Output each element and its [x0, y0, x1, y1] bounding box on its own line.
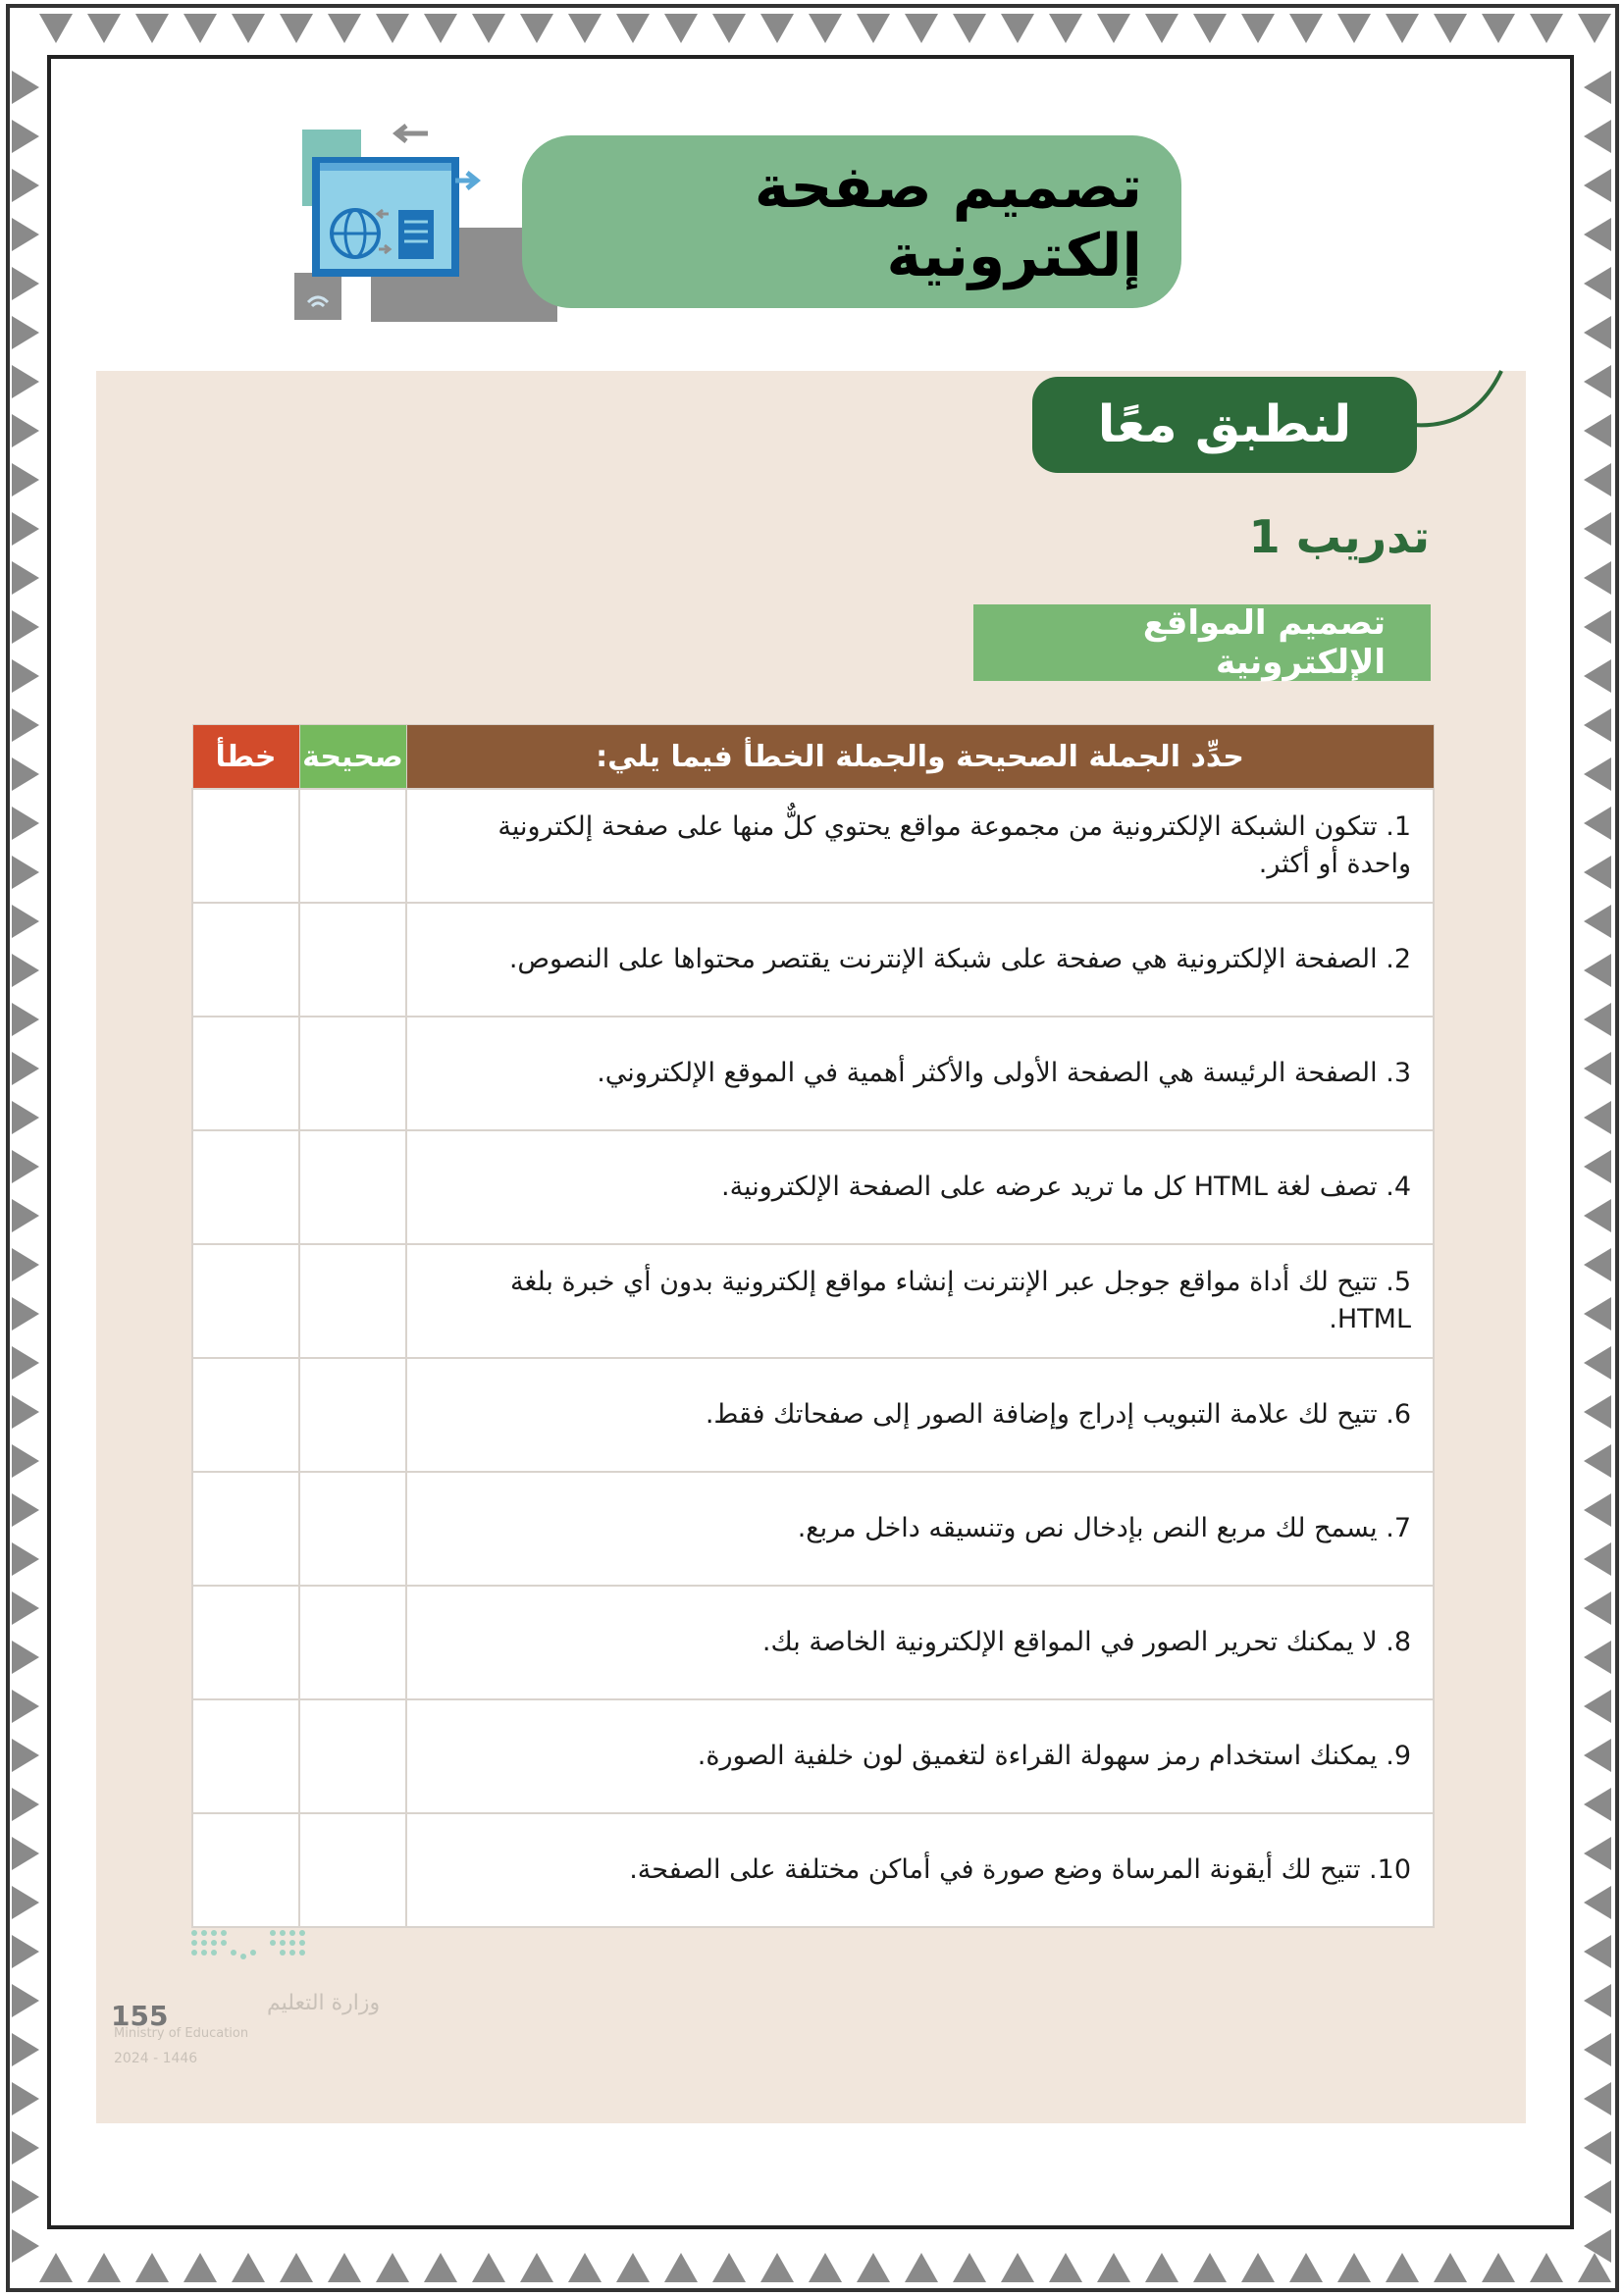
true-answer-cell[interactable]: [299, 903, 406, 1017]
table-row: [192, 1586, 1434, 1699]
statement-cell: 2. الصفحة الإلكترونية هي صفحة على شبكة الإنترنت يقتصر محتواها على النصوص.: [406, 903, 1434, 1017]
lesson-title-banner: [522, 135, 1181, 308]
statement-header: حدِّد الجملة الصحيحة والجملة الخطأ فيما يلي:: [406, 725, 1434, 790]
false-answer-cell[interactable]: [192, 1358, 299, 1472]
statement-cell: 6. تتيح لك علامة التبويب إدراج وإضافة الصور إلى صفحاتك فقط.: [406, 1358, 1434, 1472]
statement-cell: 8. لا يمكنك تحرير الصور في المواقع الإلكترونية الخاصة بك.: [406, 1586, 1434, 1699]
table-row: [192, 1699, 1434, 1813]
table-row: [192, 1244, 1434, 1358]
false-answer-cell[interactable]: [192, 1699, 299, 1813]
false-answer-cell[interactable]: [192, 1244, 299, 1358]
page-number: 155: [111, 2000, 169, 2032]
statement-cell: 1. تتكون الشبكة الإلكترونية من مجموعة مواقع يحتوي كلٌّ منها على صفحة إلكترونية واحدة أو أكثر.: [406, 789, 1434, 903]
practice-badge-label: لنطبق معًا: [1097, 395, 1352, 454]
table-header-row: [192, 725, 1434, 790]
exercise-title: تدريب 1: [1248, 510, 1430, 563]
practice-badge: [1032, 377, 1417, 473]
lesson-title: تصميم صفحة إلكترونية: [754, 153, 1142, 290]
false-answer-cell[interactable]: [192, 1017, 299, 1130]
true-answer-cell[interactable]: [299, 1586, 406, 1699]
statement-cell: 4. تصف لغة HTML كل ما تريد عرضه على الصفحة الإلكترونية.: [406, 1130, 1434, 1244]
badge-connector-curve: [1403, 371, 1521, 449]
false-answer-cell[interactable]: [192, 789, 299, 903]
topic-label: تصميم المواقع الإلكترونية: [1142, 603, 1386, 682]
table-row: [192, 1017, 1434, 1130]
statement-cell: 7. يسمح لك مربع النص بإدخال نص وتنسيقه داخل مربع.: [406, 1472, 1434, 1586]
topic-bar: [973, 604, 1431, 681]
false-answer-cell[interactable]: [192, 1586, 299, 1699]
statement-cell: 10. تتيح لك أيقونة المرساة وضع صورة في أماكن مختلفة على الصفحة.: [406, 1813, 1434, 1927]
true-answer-cell[interactable]: [299, 1017, 406, 1130]
statement-cell: 5. تتيح لك أداة مواقع جوجل عبر الإنترنت إنشاء مواقع إلكترونية بدون أي خبرة بلغة HTML.: [406, 1244, 1434, 1358]
table-row: [192, 789, 1434, 903]
table-row: [192, 1130, 1434, 1244]
true-answer-cell[interactable]: [299, 1699, 406, 1813]
table-row: [192, 1813, 1434, 1927]
true-answer-cell[interactable]: [299, 789, 406, 903]
table-row: [192, 1472, 1434, 1586]
edition-year: 2024 - 1446: [114, 2051, 198, 2066]
true-answer-cell[interactable]: [299, 1472, 406, 1586]
true-false-table: [191, 724, 1435, 1928]
false-answer-cell[interactable]: [192, 1472, 299, 1586]
true-answer-cell[interactable]: [299, 1358, 406, 1472]
statement-cell: 3. الصفحة الرئيسة هي الصفحة الأولى والأكثر أهمية في الموقع الإلكتروني.: [406, 1017, 1434, 1130]
false-header: خطأ: [192, 725, 299, 790]
ministry-name-ar: وزارة التعليم: [267, 1991, 381, 2015]
true-answer-cell[interactable]: [299, 1130, 406, 1244]
true-header: صحيحة: [299, 725, 406, 790]
false-answer-cell[interactable]: [192, 1813, 299, 1927]
table-row: [192, 903, 1434, 1017]
true-answer-cell[interactable]: [299, 1813, 406, 1927]
false-answer-cell[interactable]: [192, 903, 299, 1017]
table-row: [192, 1358, 1434, 1472]
ministry-name-en: Ministry of Education: [114, 2026, 249, 2041]
statement-cell: 9. يمكنك استخدام رمز سهولة القراءة لتغميق لون خلفية الصورة.: [406, 1699, 1434, 1813]
false-answer-cell[interactable]: [192, 1130, 299, 1244]
true-answer-cell[interactable]: [299, 1244, 406, 1358]
